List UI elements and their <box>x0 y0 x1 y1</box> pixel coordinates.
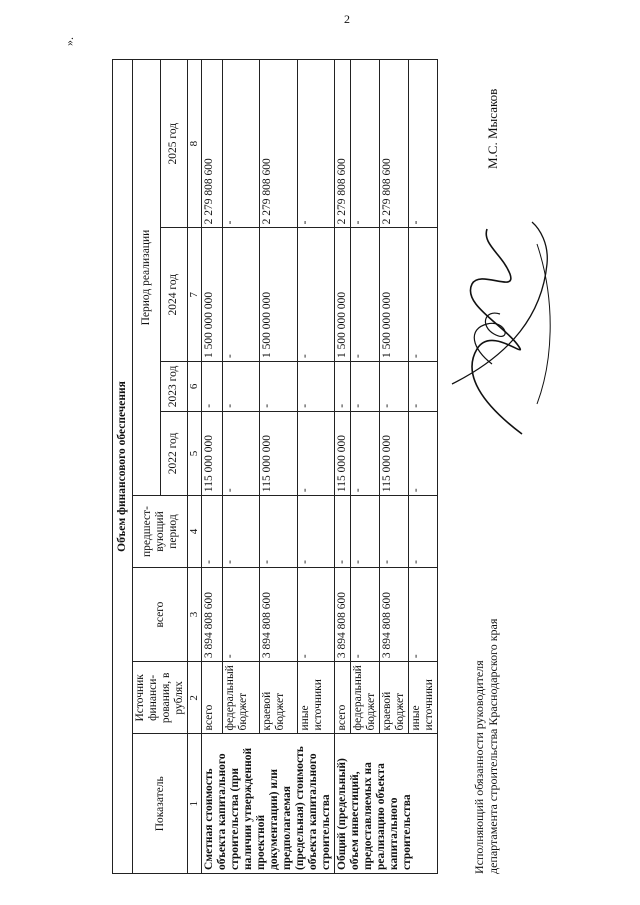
index-cell: 8 <box>188 60 202 228</box>
funding-source-cell: федеральный бюджет <box>351 662 380 734</box>
amount-cell: 2 279 808 600 <box>335 60 351 228</box>
amount-cell: - <box>351 567 380 661</box>
funding-source-cell: иные источники <box>409 662 438 734</box>
amount-cell: 3 894 808 600 <box>260 567 297 661</box>
closing-quote: ». <box>62 37 76 46</box>
amount-cell: - <box>297 567 334 661</box>
amount-cell: 115 000 000 <box>202 411 223 495</box>
amount-cell: - <box>222 362 259 412</box>
header-source: Источник финанси-рования, в рублях <box>133 662 188 734</box>
amount-cell: - <box>202 496 223 568</box>
amount-cell: - <box>260 496 297 568</box>
amount-cell: - <box>297 60 334 228</box>
amount-cell: - <box>222 496 259 568</box>
table-row <box>202 60 223 874</box>
amount-cell: 1 500 000 000 <box>202 228 223 362</box>
column-index-row <box>188 60 202 874</box>
handwritten-signature <box>422 214 562 444</box>
amount-cell: - <box>222 228 259 362</box>
amount-cell: - <box>409 567 438 661</box>
signer-position-line2: департамента строительства Краснодарского края <box>486 618 500 874</box>
amount-cell: 2 279 808 600 <box>202 60 223 228</box>
header-2023: 2023 год <box>160 362 188 412</box>
amount-cell: - <box>351 228 380 362</box>
amount-cell: 2 279 808 600 <box>260 60 297 228</box>
amount-cell: - <box>351 362 380 412</box>
index-cell: 6 <box>188 362 202 412</box>
header-2022: 2022 год <box>160 411 188 495</box>
amount-cell: 3 894 808 600 <box>380 567 409 661</box>
signer-position-line1: Исполняющий обязанности руководителя <box>472 660 486 874</box>
amount-cell: - <box>380 362 409 412</box>
amount-cell: - <box>297 362 334 412</box>
amount-cell: - <box>260 362 297 412</box>
table-title: Объем финансового обеспечения <box>113 60 133 874</box>
amount-cell: 1 500 000 000 <box>335 228 351 362</box>
amount-cell: - <box>409 60 438 228</box>
amount-cell: 1 500 000 000 <box>380 228 409 362</box>
index-cell: 4 <box>188 496 202 568</box>
amount-cell: 3 894 808 600 <box>202 567 223 661</box>
page-number: 2 <box>344 12 350 26</box>
table-row <box>335 60 351 874</box>
amount-cell: - <box>297 411 334 495</box>
funding-source-cell: краевой бюджет <box>380 662 409 734</box>
amount-cell: 115 000 000 <box>260 411 297 495</box>
index-cell: 1 <box>188 734 202 874</box>
amount-cell: - <box>409 362 438 412</box>
index-cell: 5 <box>188 411 202 495</box>
header-2025: 2025 год <box>160 60 188 228</box>
funding-source-cell: всего <box>335 662 351 734</box>
amount-cell: 115 000 000 <box>335 411 351 495</box>
amount-cell: - <box>409 411 438 495</box>
header-indicator: Показатель <box>133 734 188 874</box>
amount-cell: - <box>222 60 259 228</box>
amount-cell: - <box>380 496 409 568</box>
amount-cell: - <box>351 411 380 495</box>
index-cell: 2 <box>188 662 202 734</box>
amount-cell: - <box>351 60 380 228</box>
funding-source-cell: иные источники <box>297 662 334 734</box>
header-implementation-period: Период реализации <box>133 60 161 496</box>
signer-name: М.С. Мысаков <box>485 88 500 169</box>
amount-cell: - <box>202 362 223 412</box>
indicator-name: Общий (предельный) объем инвестиций, предоставляемых на реализацию объекта капитального строительства <box>335 734 438 874</box>
amount-cell: - <box>297 228 334 362</box>
amount-cell: - <box>222 567 259 661</box>
funding-source-cell: всего <box>202 662 223 734</box>
amount-cell: 2 279 808 600 <box>380 60 409 228</box>
amount-cell: - <box>335 362 351 412</box>
amount-cell: - <box>409 228 438 362</box>
header-total: всего <box>133 567 188 661</box>
indicator-name: Сметная стоимость объекта капитального строительства (при наличии утвержденной проектной документации) или предполагаемая (предельная) стоимость объекта капитального строительства <box>202 734 335 874</box>
amount-cell: - <box>297 496 334 568</box>
amount-cell: 1 500 000 000 <box>260 228 297 362</box>
amount-cell: - <box>222 411 259 495</box>
amount-cell: 3 894 808 600 <box>335 567 351 661</box>
amount-cell: - <box>409 496 438 568</box>
amount-cell: - <box>351 496 380 568</box>
header-2024: 2024 год <box>160 228 188 362</box>
index-cell: 3 <box>188 567 202 661</box>
amount-cell: 115 000 000 <box>380 411 409 495</box>
index-cell: 7 <box>188 228 202 362</box>
amount-cell: - <box>335 496 351 568</box>
rotated-content <box>42 37 602 874</box>
financing-table <box>112 59 438 874</box>
funding-source-cell: федеральный бюджет <box>222 662 259 734</box>
funding-source-cell: краевой бюджет <box>260 662 297 734</box>
header-previous-period: предшест-вующий период <box>133 496 188 568</box>
